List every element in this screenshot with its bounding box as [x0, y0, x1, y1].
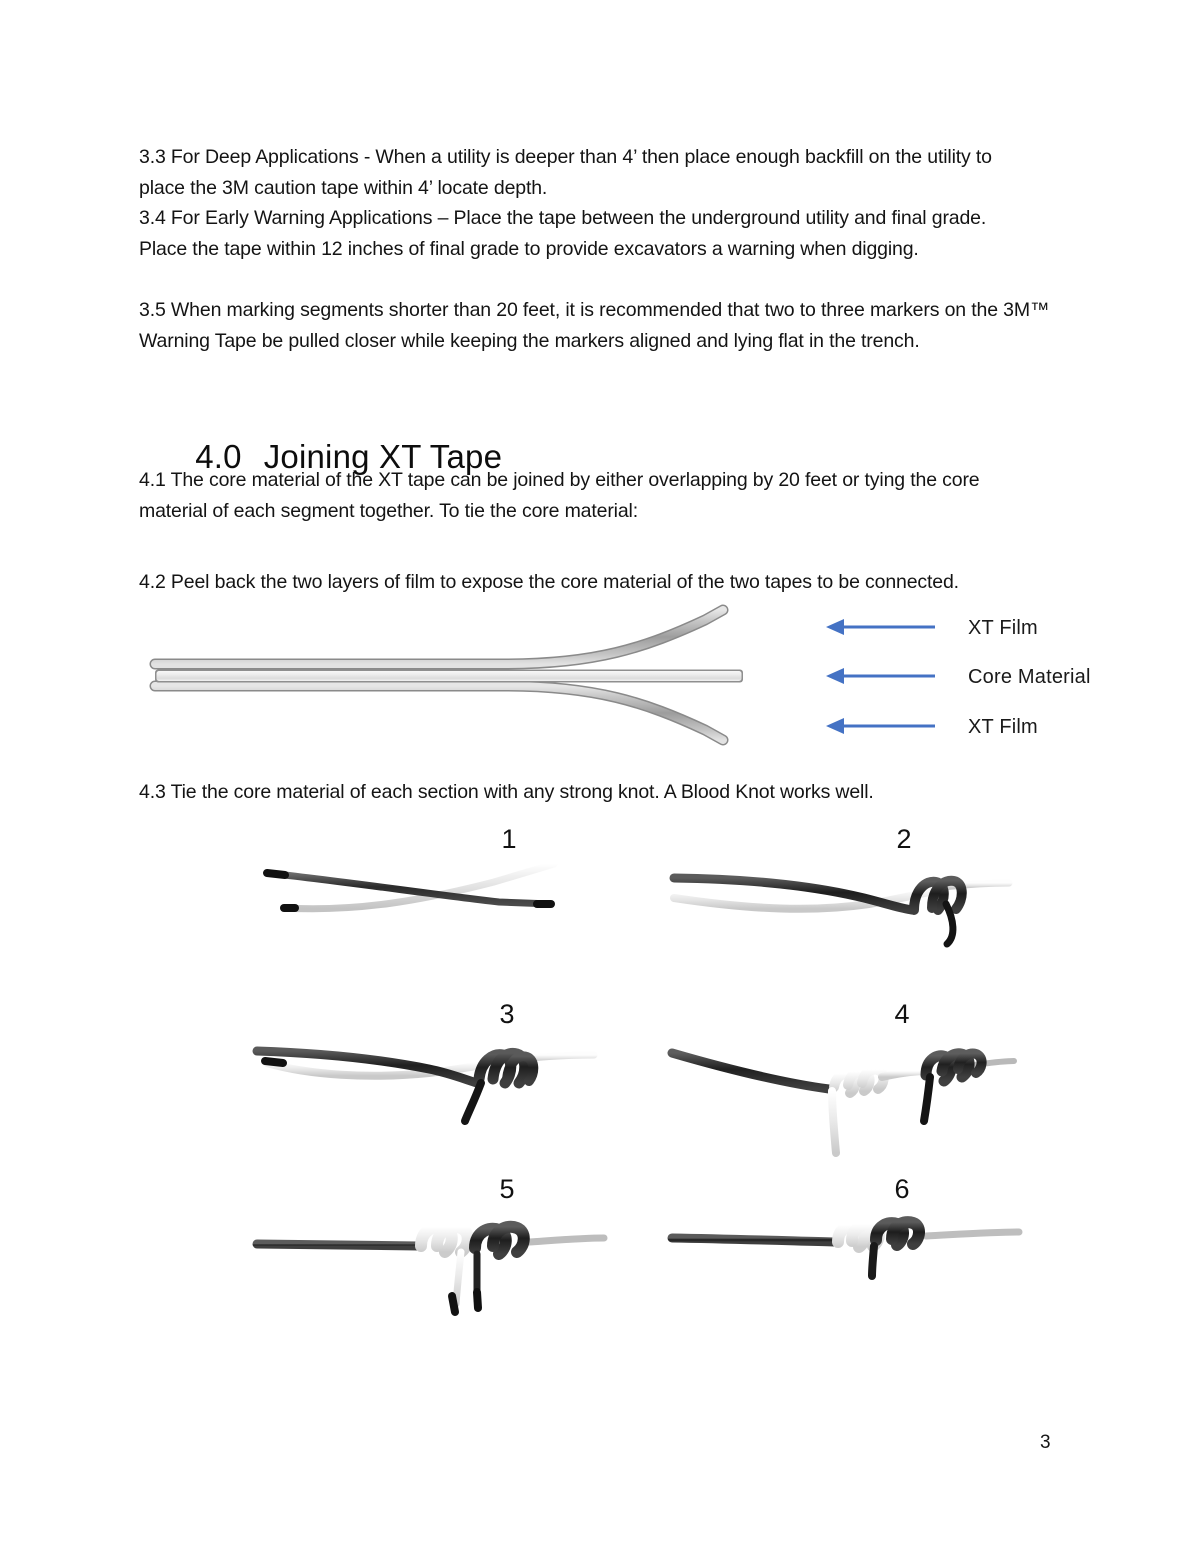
section-heading-title: Joining XT Tape [263, 438, 503, 475]
diagram-label-xt-film-upper: XT Film [968, 617, 1038, 639]
knot-step-3 [249, 995, 664, 1170]
knot-step-row [249, 995, 1079, 1170]
knot-step-illustration [664, 838, 1079, 988]
knot-step-2 [664, 820, 1079, 995]
knot-step-number: 2 [896, 824, 912, 854]
knot-step-illustration [249, 838, 664, 988]
knot-step-number: 3 [499, 999, 515, 1029]
diagram-label-group [827, 600, 1091, 760]
diagram-label-xt-film-lower: XT Film [968, 716, 1038, 738]
knot-step-illustration [249, 1013, 664, 1163]
knot-step-illustration [664, 1188, 1079, 1338]
knot-step-number: 6 [894, 1174, 910, 1204]
knot-step-number: 1 [501, 824, 517, 854]
knot-step-row [249, 1170, 1079, 1345]
section-heading-number: 4.0 [195, 438, 242, 475]
paragraph-4-1: 4.1 The core material of the XT tape can be joined by either overlapping by 20 feet or tying the core material of each segment together. To tie the core material: [139, 469, 980, 522]
blood-knot-step-grid [249, 820, 1079, 1345]
paragraph-3-5: 3.5 When marking segments shorter than 20 feet, it is recommended that two to three markers on the 3M™ Warning Tape be pulled closer while keeping the markers aligned and lying flat in the trench. [139, 299, 1050, 352]
knot-step-number: 4 [894, 999, 910, 1029]
knot-step-illustration [249, 1188, 664, 1338]
upper-film-layer [155, 610, 723, 664]
knot-step-5 [249, 1170, 664, 1345]
knot-step-1 [249, 820, 664, 995]
diagram-label-core-material: Core Material [968, 666, 1091, 688]
page-number: 3 [1040, 1432, 1051, 1453]
lower-film-layer [155, 686, 723, 740]
xt-tape-peel-diagram [145, 600, 1091, 760]
paragraph-4-2: 4.2 Peel back the two layers of film to expose the core material of the two tapes to be connected. [139, 571, 959, 593]
knot-step-6 [664, 1170, 1079, 1345]
knot-step-illustration [664, 1013, 1079, 1163]
paragraph-4-3: 4.3 Tie the core material of each section with any strong knot. A Blood Knot works well. [139, 781, 874, 803]
knot-step-4 [664, 995, 1079, 1170]
knot-step-number: 5 [499, 1174, 515, 1204]
knot-step-row [249, 820, 1079, 995]
core-material-layer [155, 670, 743, 683]
paragraph-3-3-and-3-4: 3.3 For Deep Applications - When a utility is deeper than 4’ then place enough backfill on the utility to place the 3M caution tape within 4’ locate depth. 3.4 For Early Warning Applications – Place the tape between the underground utility and final grade. Place the tape within 12 inches of final grade to provide excavators a warning when digging. [139, 146, 992, 260]
